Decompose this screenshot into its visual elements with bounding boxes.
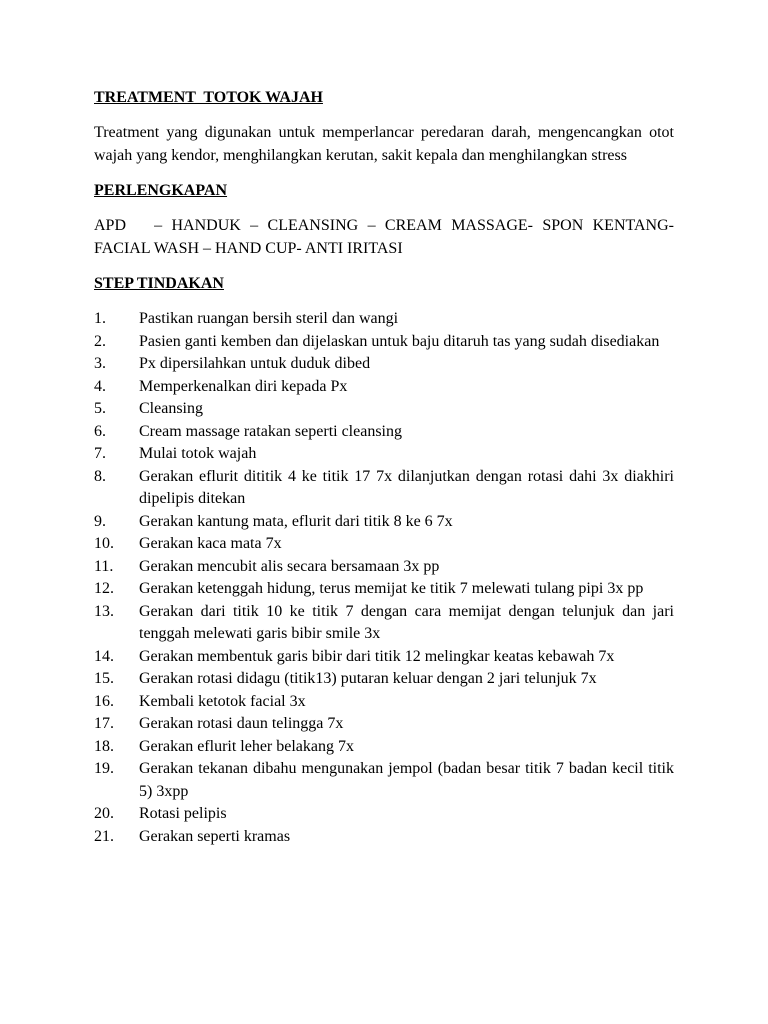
step-number: 11. xyxy=(94,557,114,575)
step-item xyxy=(94,803,674,826)
step-text: Gerakan eflurit leher belakang 7x xyxy=(139,737,355,755)
intro-paragraph: Treatment yang digunakan untuk memperlancar peredaran darah, mengencangkan otot wajah yang kendor, menghilangkan kerutan, sakit kepala dan menghilangkan stress xyxy=(94,124,674,164)
step-text: Gerakan membentuk garis bibir dari titik 12 melingkar keatas kebawah 7x xyxy=(139,647,615,665)
step-number: 18. xyxy=(94,737,114,755)
step-number: 21. xyxy=(94,827,114,845)
step-item xyxy=(94,601,674,646)
step-item xyxy=(94,308,674,331)
step-text: Gerakan eflurit dititik 4 ke titik 17 7x dilanjutkan dengan rotasi dahi 3x diakhiri dipelipis ditekan xyxy=(139,467,674,507)
document-body xyxy=(94,88,674,848)
step-item xyxy=(94,421,674,444)
step-item xyxy=(94,443,674,466)
equipment-heading: PERLENGKAPAN xyxy=(94,182,228,199)
step-number: 1. xyxy=(94,310,106,327)
step-text: Cleansing xyxy=(139,400,203,417)
step-text: Gerakan kaca mata 7x xyxy=(139,535,282,552)
step-text: Mulai totok wajah xyxy=(139,445,257,462)
step-item xyxy=(94,691,674,714)
step-number: 9. xyxy=(94,512,106,530)
step-text: Gerakan tekanan dibahu mengunakan jempol (badan besar titik 7 badan kecil titik 5) 3xpp xyxy=(139,760,674,800)
step-text: Cream massage ratakan seperti cleansing xyxy=(139,422,402,440)
step-text: Gerakan ketenggah hidung, terus memijat ke titik 7 melewati tulang pipi 3x pp xyxy=(139,580,644,597)
step-item xyxy=(94,826,674,849)
step-number: 20. xyxy=(94,805,114,822)
step-item xyxy=(94,646,674,669)
step-item xyxy=(94,713,674,736)
step-text: Gerakan seperti kramas xyxy=(139,827,291,845)
step-number: 3. xyxy=(94,355,106,372)
step-number: 15. xyxy=(94,670,114,687)
step-item xyxy=(94,736,674,759)
step-number: 13. xyxy=(94,602,114,620)
step-number: 17. xyxy=(94,715,114,732)
step-text: Kembali ketotok facial 3x xyxy=(139,692,306,710)
step-number: 8. xyxy=(94,467,106,485)
step-item xyxy=(94,556,674,579)
document-title: TREATMENT TOTOK WAJAH xyxy=(94,89,323,106)
step-item xyxy=(94,353,674,376)
step-number: 10. xyxy=(94,535,114,552)
step-item xyxy=(94,398,674,421)
step-number: 2. xyxy=(94,332,106,350)
step-item xyxy=(94,758,674,803)
equipment-paragraph: APD – HANDUK – CLEANSING – CREAM MASSAGE- SPON KENTANG- FACIAL WASH – HAND CUP- ANTI IRITASI xyxy=(94,217,674,257)
step-number: 4. xyxy=(94,377,106,395)
step-text: Pastikan ruangan bersih steril dan wangi xyxy=(139,310,399,327)
steps-heading: STEP TINDAKAN xyxy=(94,275,224,292)
step-number: 14. xyxy=(94,647,114,665)
step-text: Gerakan rotasi didagu (titik13) putaran keluar dengan 2 jari telunjuk 7x xyxy=(139,670,597,687)
step-number: 12. xyxy=(94,580,114,597)
step-number: 7. xyxy=(94,445,106,462)
step-number: 19. xyxy=(94,760,114,777)
step-text: Gerakan dari titik 10 ke titik 7 dengan cara memijat dengan telunjuk dan jari tenggah melewati garis bibir smile 3x xyxy=(139,602,674,642)
step-item xyxy=(94,533,674,556)
step-item xyxy=(94,376,674,399)
step-text: Pasien ganti kemben dan dijelaskan untuk baju ditaruh tas yang sudah disediakan xyxy=(139,332,660,350)
step-text: Gerakan kantung mata, eflurit dari titik 8 ke 6 7x xyxy=(139,512,453,530)
step-item xyxy=(94,331,674,354)
step-text: Px dipersilahkan untuk duduk dibed xyxy=(139,355,371,372)
step-item xyxy=(94,668,674,691)
step-number: 6. xyxy=(94,422,106,440)
step-item xyxy=(94,511,674,534)
steps-list xyxy=(94,308,674,848)
step-text: Rotasi pelipis xyxy=(139,805,227,822)
step-item xyxy=(94,578,674,601)
step-number: 5. xyxy=(94,400,106,417)
step-item xyxy=(94,466,674,511)
step-text: Memperkenalkan diri kepada Px xyxy=(139,377,348,395)
step-text: Gerakan rotasi daun telingga 7x xyxy=(139,715,344,732)
step-text: Gerakan mencubit alis secara bersamaan 3x pp xyxy=(139,557,440,575)
step-number: 16. xyxy=(94,692,114,710)
